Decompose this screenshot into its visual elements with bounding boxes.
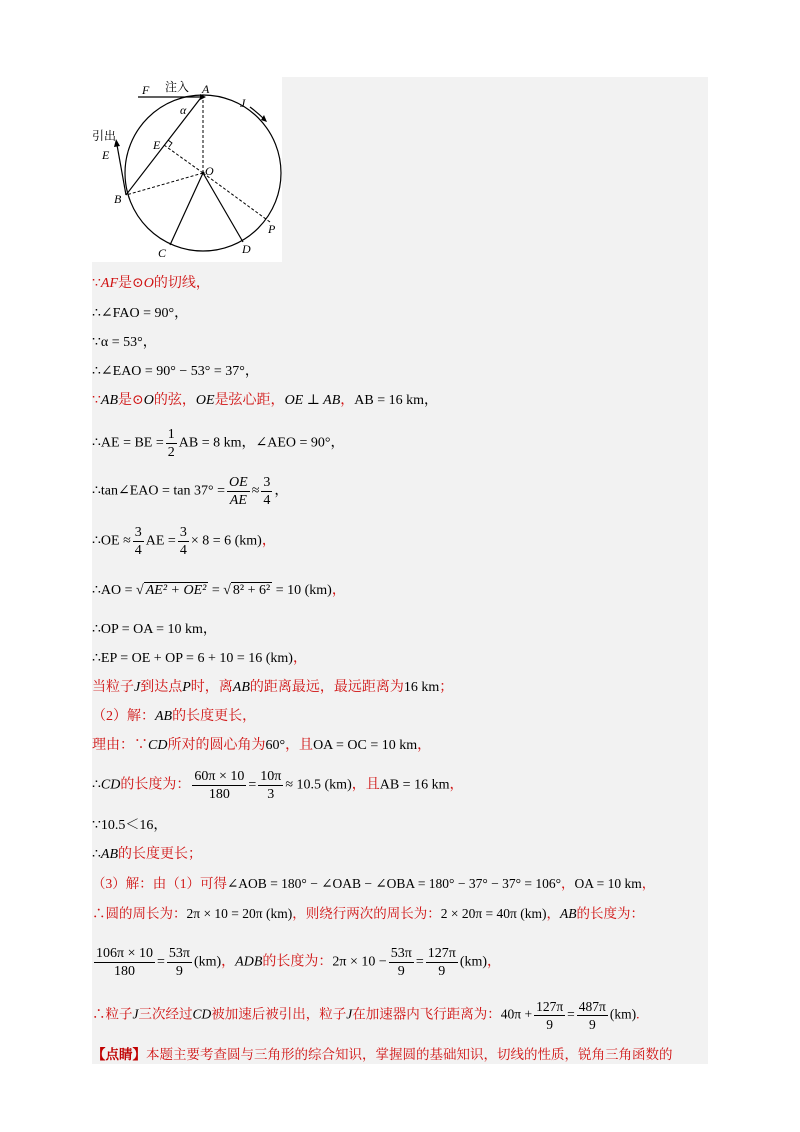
text-segment: . [636, 1006, 640, 1022]
fraction [94, 945, 155, 980]
text-segment: AF [100, 276, 119, 291]
line-ob [126, 173, 203, 195]
text-segment: ∴ [92, 777, 101, 793]
text-segment: 的长度为： [120, 777, 191, 793]
solution-line-13 [92, 708, 256, 726]
solution-line-4 [92, 363, 259, 381]
text-segment: 到达点 [140, 680, 183, 695]
text-segment: ∴ [92, 847, 101, 862]
text-segment: 是⊙ [118, 393, 144, 408]
numerator: OE [229, 475, 248, 490]
text-segment: ， [292, 651, 307, 666]
text-segment: AB = 16 km， [354, 393, 438, 408]
text-segment: 的弦， [153, 393, 196, 408]
numerator: 1 [167, 427, 175, 442]
solution-line-3 [92, 334, 157, 352]
text-segment: AB = 16 km [379, 777, 450, 793]
text-segment: ∴AO = [92, 583, 133, 598]
denominator: AE [229, 493, 247, 508]
text-segment: 当粒子 [92, 680, 134, 695]
text-segment: ， [487, 954, 502, 970]
fraction [192, 768, 246, 803]
text-segment: 60° [265, 738, 286, 753]
fraction [534, 998, 565, 1033]
solution-line-10 [92, 621, 217, 639]
text-segment: = [156, 954, 165, 970]
text-segment: ， [641, 876, 656, 891]
text-segment: ，则绕行两次的周长为： [292, 906, 441, 921]
text-segment: AB [559, 906, 577, 921]
numerator: 127π [427, 946, 456, 961]
denominator: 9 [175, 964, 183, 979]
solution-line-8 [92, 524, 276, 559]
text-segment: J [346, 1006, 353, 1022]
sqrt-radicand: 8² + 6² [232, 583, 271, 598]
line-oe [164, 145, 203, 173]
numerator: 3 [134, 525, 142, 540]
text-segment: AB [155, 709, 173, 724]
fraction [167, 945, 192, 980]
text-segment: O [143, 276, 154, 291]
label-p: P [268, 222, 276, 236]
label-e-exit: E [102, 148, 110, 162]
text-segment: 的切线， [153, 276, 210, 291]
solution-line-5 [92, 392, 438, 410]
arrow-j [261, 115, 267, 122]
label-j: J [240, 96, 246, 110]
numerator: 106π × 10 [96, 946, 153, 961]
text-segment: 三次经过 [138, 1006, 193, 1022]
solution-line-11 [92, 650, 307, 668]
text-segment: ， [340, 393, 355, 408]
fraction [426, 945, 458, 980]
text-segment: J [134, 680, 141, 695]
text-segment: ≈ 10.5 (km) [285, 777, 352, 793]
text-segment: 的长度为： [576, 906, 644, 921]
text-segment: ∴AE = BE = [92, 435, 164, 451]
denominator: 2 [167, 445, 175, 460]
text-segment: AE = [145, 533, 176, 549]
text-segment: ∴圆的周长为： [92, 906, 187, 921]
solution-line-19 [92, 905, 644, 923]
text-segment: （3）解：由（1）可得 [92, 876, 227, 891]
denominator: 9 [546, 1017, 553, 1032]
solution-line-7 [92, 474, 288, 509]
solution-line-14 [92, 737, 431, 755]
line-od [203, 173, 243, 242]
fraction [227, 474, 250, 509]
text-segment: ∴tan∠EAO = tan 37° = [92, 483, 226, 499]
text-segment: OE ⊥ AB [284, 393, 341, 408]
text-segment: 的长度更长， [172, 709, 257, 724]
comment-tag: 【点睛】 [92, 1047, 146, 1062]
text-segment: ∴∠FAO = 90°， [92, 306, 189, 321]
text-segment: O [143, 393, 154, 408]
text-segment: AB = 8 km，∠AEO = 90°， [178, 435, 345, 451]
label-d: D [242, 242, 251, 256]
text-segment: = [211, 583, 220, 598]
text-because: ∵ [92, 276, 101, 291]
text-segment: 所对的圆心角为 [167, 738, 266, 753]
fraction [166, 426, 177, 461]
solution-line-15 [92, 768, 463, 803]
solution-line-18 [92, 875, 655, 893]
text-segment: ， [417, 738, 432, 753]
text-segment: (km) [459, 954, 488, 970]
fraction [258, 768, 283, 803]
text-segment: × 8 = 6 (km) [190, 533, 262, 549]
text-segment: ∴∠EAO = 90° − 53° = 37°， [92, 364, 259, 379]
solution-line-12 [92, 679, 453, 697]
denominator: 4 [179, 543, 187, 558]
text-segment: 16 km [403, 680, 440, 695]
solution-line-6 [92, 426, 344, 461]
text-segment: CD [100, 777, 121, 793]
text-segment: ，且 [285, 738, 314, 753]
text-segment: = 10 (km) [275, 583, 332, 598]
text-segment: = [248, 777, 257, 793]
numerator: 3 [179, 525, 187, 540]
numerator: 3 [263, 475, 271, 490]
solution-line-1 [92, 275, 210, 293]
text-segment: ， [546, 906, 560, 921]
text-segment: ∵α = 53°， [92, 335, 157, 350]
numerator: 60π × 10 [194, 769, 245, 784]
text-segment: ， [561, 876, 575, 891]
solution-line-9: ∴AO = √ AE² + OE² = √ 8² + 6² = 10 (km)， [92, 583, 346, 598]
numerator: 10π [260, 769, 282, 784]
text-segment: 的长度为： [262, 954, 333, 970]
text-segment: AB [100, 393, 119, 408]
denominator: 9 [438, 964, 446, 979]
denominator: 180 [113, 964, 135, 979]
text-segment: CD [148, 738, 168, 753]
line-oc [170, 173, 203, 245]
text-segment: ； [439, 680, 454, 695]
text-segment: OA = OC = 10 km [313, 738, 418, 753]
label-yinchu: 引出 [92, 129, 117, 143]
label-a: A [202, 82, 210, 96]
comment-text: 本题主要考查圆与三角形的综合知识，掌握圆的基础知识，切线的性质，锐角三角函数的 [146, 1047, 673, 1062]
text-segment: 2π × 10 − [332, 954, 387, 970]
denominator: 4 [134, 543, 142, 558]
solution-line-16 [92, 817, 167, 835]
text-segment: = [415, 954, 424, 970]
label-f: F [142, 83, 150, 97]
solution-line-21 [92, 998, 639, 1033]
text-segment: ， [449, 777, 464, 793]
text-segment: 时，离 [190, 680, 233, 695]
denominator: 9 [588, 1017, 596, 1032]
text-segment: ， [261, 533, 276, 549]
text-segment: ADB [235, 954, 263, 970]
right-angle-mark [168, 140, 172, 147]
text-segment: ∴OE ≈ [92, 533, 131, 549]
text-segment: AB [232, 680, 250, 695]
denominator: 4 [263, 493, 271, 508]
text-segment: ≈ [251, 483, 260, 499]
line-op [203, 173, 270, 222]
text-segment: ∴粒子 [92, 1006, 133, 1022]
sqrt-radicand: AE² + OE² [145, 583, 207, 598]
fraction [178, 524, 189, 559]
text-segment: 在加速器内飞行距离为： [352, 1006, 501, 1022]
text-segment: OA = 10 km [574, 876, 642, 891]
text-segment: AB [100, 847, 119, 862]
solution-line-17 [92, 846, 202, 864]
fraction [133, 524, 144, 559]
numerator: 487π [578, 999, 606, 1014]
label-alpha: α [180, 103, 187, 117]
fraction [261, 474, 272, 509]
circle-diagram [92, 77, 282, 262]
denominator: 180 [208, 787, 230, 802]
label-o: O [205, 164, 214, 178]
text-segment: 是弦心距， [214, 393, 285, 408]
label-b: B [114, 192, 122, 206]
numerator: 127π [536, 999, 564, 1014]
text-segment: ， [274, 483, 289, 499]
label-e: E [153, 138, 161, 152]
solution-line-2 [92, 305, 188, 323]
text-segment: P [182, 680, 191, 695]
text-segment: (km) [193, 954, 222, 970]
text-segment: ， [331, 583, 346, 598]
text-segment: （2）解： [92, 709, 155, 724]
text-segment: 的长度更长； [118, 847, 203, 862]
text-segment: CD [192, 1006, 212, 1022]
denominator: 9 [397, 964, 405, 979]
fraction [577, 998, 608, 1033]
text-segment: ∴EP = OE + OP = 6 + 10 = 16 (km) [92, 651, 293, 666]
label-c: C [158, 246, 167, 260]
text-segment: ∠AOB = 180° − ∠OAB − ∠OBA = 180° − 37° − 37° = 106° [227, 876, 561, 891]
text-segment: 40π + [500, 1006, 533, 1022]
text-segment: 的距离最远，最远距离为 [249, 680, 404, 695]
text-segment: 理由：∵ [92, 738, 148, 753]
text-segment: ∵ [92, 393, 101, 408]
text-segment: ，且 [351, 777, 380, 793]
numerator: 53π [168, 946, 190, 961]
text-segment: 2π × 10 = 20π (km) [186, 906, 293, 921]
text-segment: OE [195, 393, 215, 408]
denominator: 3 [267, 787, 275, 802]
label-zhuru: 注入 [165, 80, 190, 94]
text-segment: 是⊙ [118, 276, 144, 291]
text-segment: J [132, 1006, 139, 1022]
numerator: 53π [390, 946, 412, 961]
fraction [389, 945, 414, 980]
text-segment: 被加速后被引出，粒子 [211, 1006, 347, 1022]
text-segment: ， [221, 954, 236, 970]
solution-line-20 [92, 945, 501, 980]
solution-line-22 [92, 1046, 673, 1064]
accelerator-diagram [92, 77, 282, 262]
text-segment: ∵10.5＜16， [92, 818, 168, 833]
text-segment: = [567, 1006, 575, 1022]
text-segment: 2 × 20π = 40π (km) [440, 906, 547, 921]
text-segment: ∴OP = OA = 10 km， [92, 622, 217, 637]
text-segment: (km) [609, 1006, 637, 1022]
